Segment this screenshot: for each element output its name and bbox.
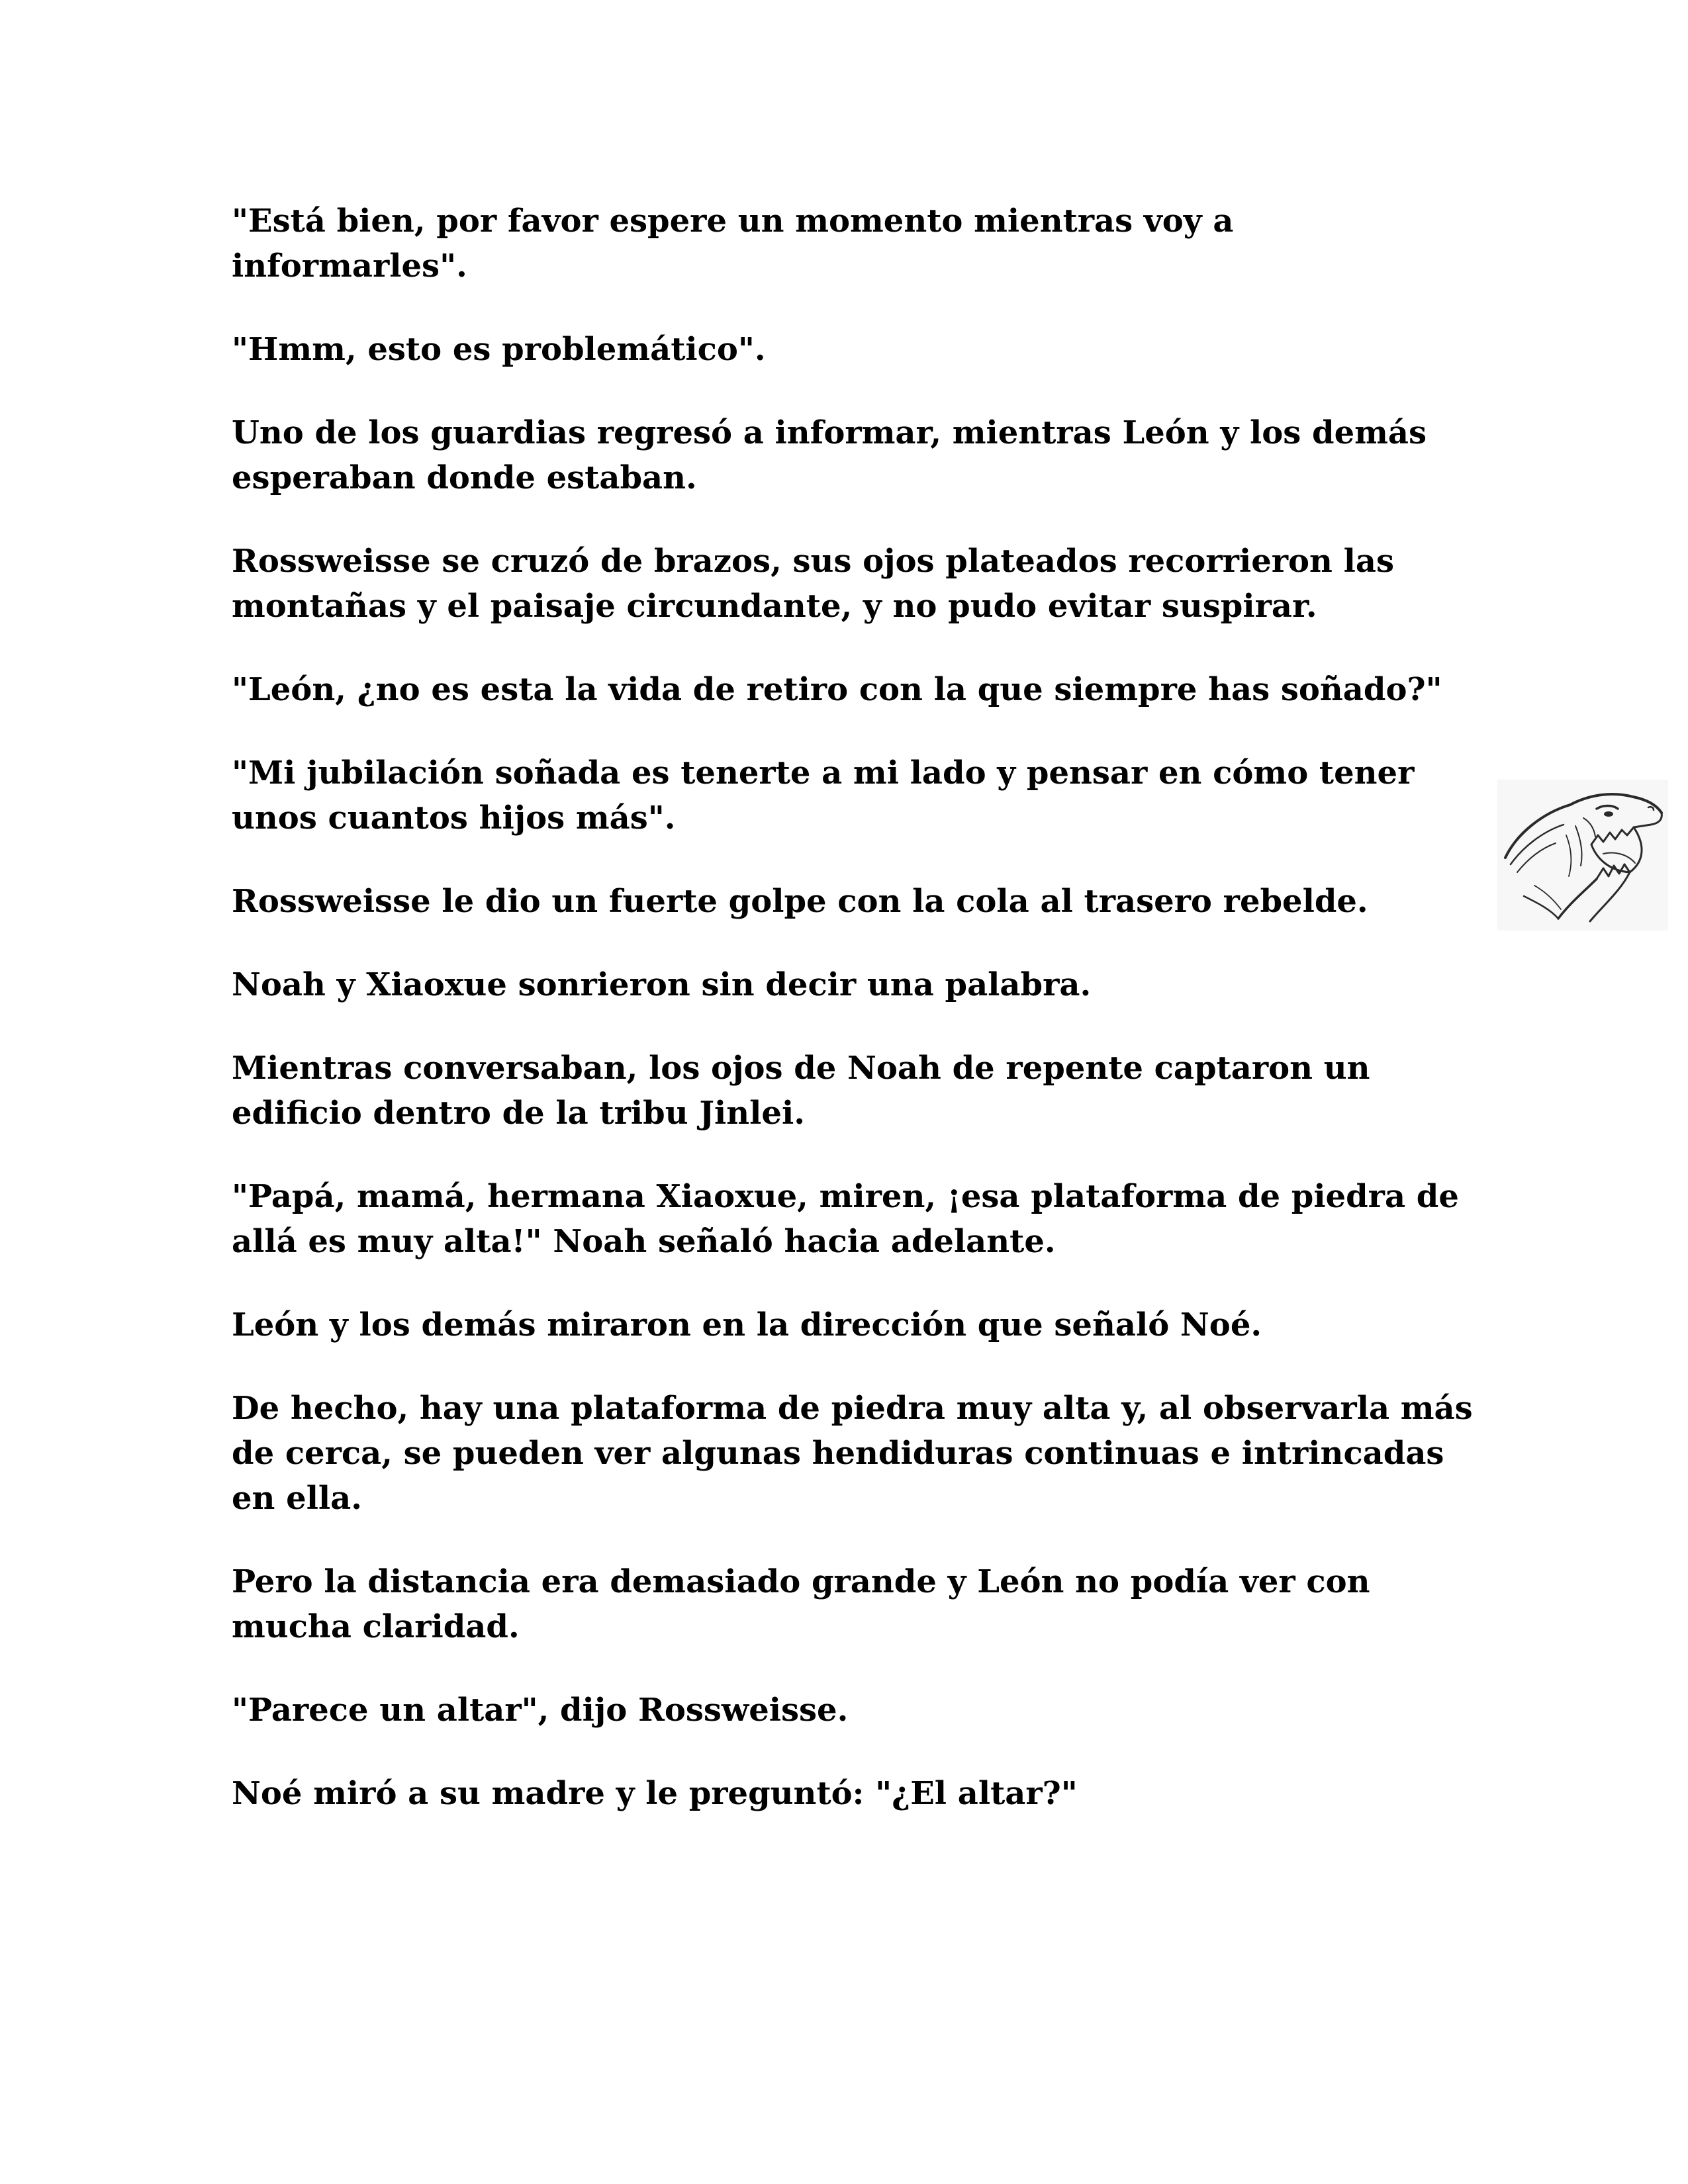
paragraph: León y los demás miraron en la dirección que señaló Noé. (232, 1306, 1262, 1343)
paragraph: "Está bien, por favor espere un momento mientras voy a informarles". (232, 203, 1234, 285)
paragraph: Uno de los guardias regresó a informar, mientras León y los demás esperaban donde estaban. (232, 414, 1427, 496)
paragraph: De hecho, hay una plataforma de piedra muy alta y, al observarla más de cerca, se pueden ver algunas hendiduras continuas e intrincadas en ella. (232, 1390, 1473, 1517)
dinosaur-head-icon (1497, 780, 1668, 931)
paragraph: "León, ¿no es esta la vida de retiro con la que siempre has soñado?" (232, 671, 1442, 708)
paragraph: "Hmm, esto es problemático". (232, 331, 766, 368)
paragraph: "Mi jubilación soñada es tenerte a mi lado y pensar en cómo tener unos cuantos hijos más". (232, 754, 1415, 837)
paragraph: Pero la distancia era demasiado grande y León no podía ver con mucha claridad. (232, 1563, 1370, 1645)
paragraph: Noé miró a su madre y le preguntó: "¿El altar?" (232, 1775, 1078, 1812)
paragraph: Rossweisse le dio un fuerte golpe con la cola al trasero rebelde. (232, 883, 1368, 920)
paragraph: Rossweisse se cruzó de brazos, sus ojos plateados recorrieron las montañas y el paisaje circundante, y no pudo evitar suspirar. (232, 543, 1395, 625)
document-body (232, 199, 1476, 1854)
paragraph: "Parece un altar", dijo Rossweisse. (232, 1692, 849, 1729)
paragraph: Noah y Xiaoxue sonrieron sin decir una palabra. (232, 966, 1092, 1003)
paragraph: Mientras conversaban, los ojos de Noah de repente captaron un edificio dentro de la tribu Jinlei. (232, 1050, 1370, 1132)
paragraph: "Papá, mamá, hermana Xiaoxue, miren, ¡esa plataforma de piedra de allá es muy alta!" Noah señaló hacia adelante. (232, 1178, 1459, 1260)
